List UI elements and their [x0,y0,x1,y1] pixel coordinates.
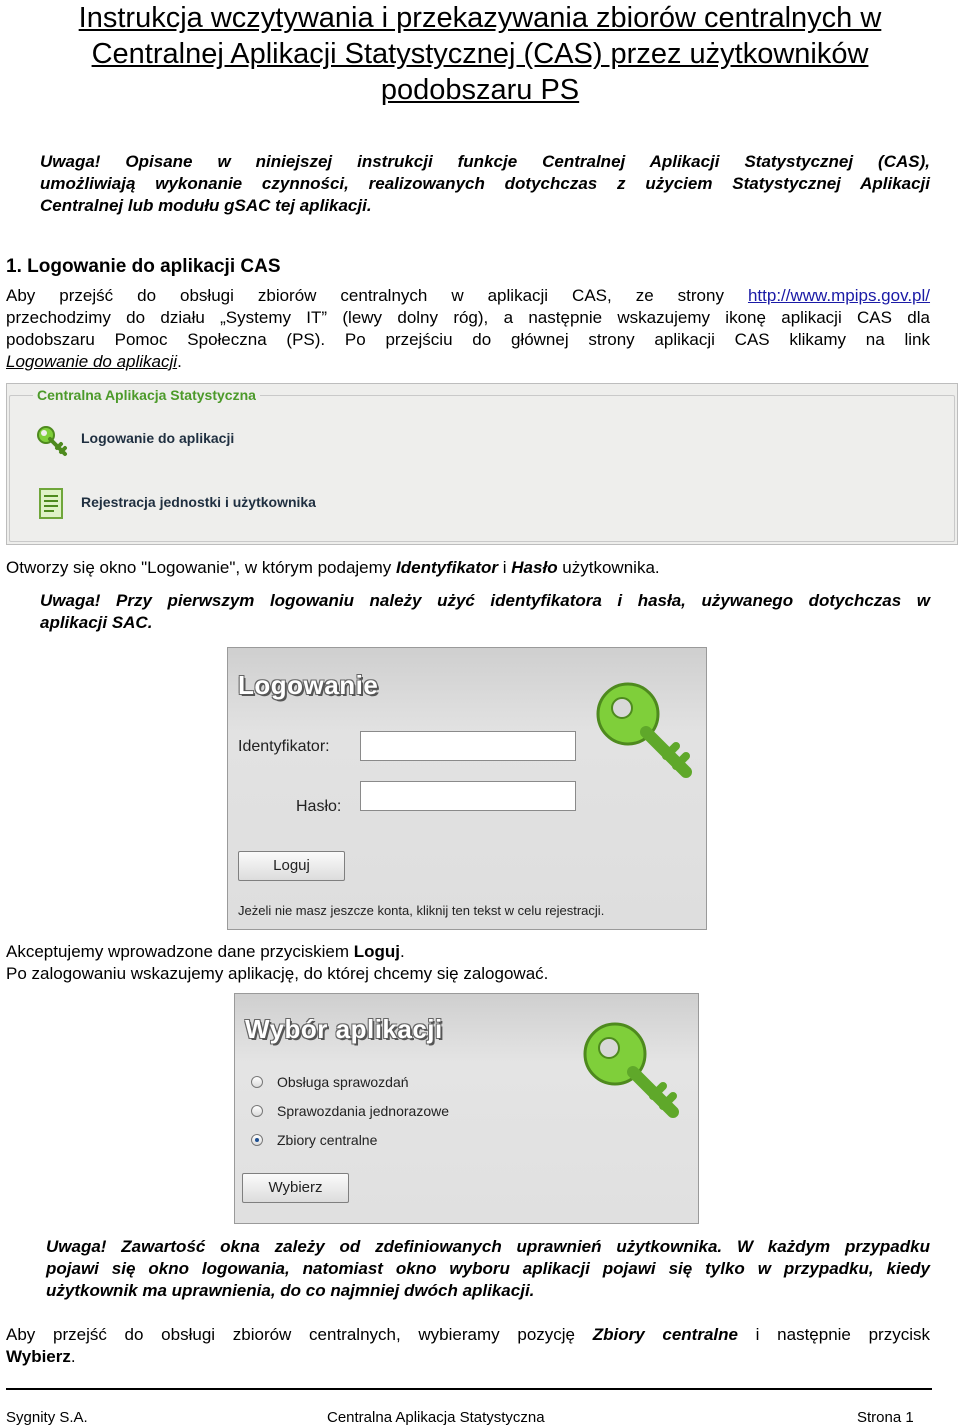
radio-zbiory[interactable] [251,1134,263,1146]
warning-line-2: aplikacji SAC. [40,613,153,632]
login-window-text-c: użytkownika. [557,558,660,577]
intro-line-3: podobszaru Pomoc Społeczna (PS). Po przejściu do głównej strony aplikacji CAS klikamy na link [6,330,930,349]
app-choice-dialog [234,993,699,1224]
final-line-2 [6,1346,930,1368]
note2-line-3: użytkownik ma uprawnienia, do co najmniej dwóch aplikacji. [46,1281,535,1300]
key-icon [35,424,69,458]
final-para [6,1324,930,1368]
identyfikator-label: Identyfikator: [238,738,330,755]
identyfikator-input[interactable] [360,731,576,761]
cas-login-link[interactable]: Logowanie do aplikacji [81,430,235,446]
accept-para [6,941,548,985]
login-dialog [227,647,707,930]
final-text-a: Aby przejść do obsługi zbiorów centralnych, wybieramy pozycję [6,1325,593,1344]
intro-line-1 [6,285,930,307]
identyfikator-emph: Identyfikator [396,558,499,577]
mpips-link[interactable]: http://www.mpips.gov.pl/ [747,286,931,305]
footer-divider [6,1388,932,1390]
radio-jednorazowe[interactable] [251,1105,263,1117]
intro-line-4-end: . [177,352,182,371]
intro-note [40,151,930,217]
permissions-note [46,1236,930,1302]
intro-line-4 [6,351,930,373]
wybierz-button[interactable]: Wybierz [242,1173,349,1203]
document-title [0,0,960,108]
cas-home-legend: Centralna Aplikacja Statystyczna [33,387,260,403]
login-window-text-b: i [498,558,512,577]
haslo-input[interactable] [360,781,576,811]
note-line-3: Centralnej lub modułu gSAC tej aplikacji. [40,196,372,215]
login-link-ref: Logowanie do aplikacji [6,352,178,371]
intro-paragraph [6,285,930,373]
note2-line-1: Uwaga! Zawartość okna zależy od zdefiniowanych uprawnień użytkownika. W każdym przypadku [46,1237,930,1256]
zbiory-emph: Zbiory centralne [592,1325,738,1344]
footer-company: Sygnity S.A. [6,1409,88,1426]
haslo-emph: Hasło [511,558,558,577]
login-window-text-a: Otworzy się okno "Logowanie", w którym podajemy [6,558,397,577]
title-line-2: Centralnej Aplikacji Statystycznej (CAS) przez użytkowników [91,38,869,70]
haslo-label: Hasło: [296,798,342,815]
footer-page: Strona 1 [857,1409,914,1426]
note-line-2: umożliwiają wykonanie czynności, realizowanych dotychczas z użyciem Statystycznej Aplikacji [40,174,930,193]
loguj-button[interactable]: Loguj [238,851,345,881]
option-obsluga-label: Obsługa sprawozdań [277,1074,409,1090]
key-icon [588,674,698,784]
key-icon [575,1014,685,1124]
final-line-1 [6,1324,930,1346]
intro-line-2: przechodzimy do działu „Systemy IT” (lewy dolny róg), a następnie wskazujemy ikonę aplikacji CAS dla [6,308,930,327]
loguj-emph: Loguj [353,942,400,961]
final-text-b: i następnie przycisk [737,1325,930,1344]
option-zbiory-label: Zbiory centralne [277,1132,378,1148]
after-login-line: Po zalogowaniu wskazujemy aplikację, do której chcemy się zalogować. [6,964,549,983]
register-hint-link[interactable]: Jeżeli nie masz jeszcze konta, kliknij ten tekst w celu rejestracji. [238,903,605,918]
section-heading: 1. Logowanie do aplikacji CAS [6,256,281,277]
first-login-warning [40,590,930,634]
app-choice-title: Wybór aplikacji [245,1014,443,1044]
option-jednorazowe-label: Sprawozdania jednorazowe [277,1103,449,1119]
login-dialog-title: Logowanie [238,670,379,700]
accept-end: . [399,942,405,961]
note2-line-2: pojawi się okno logowania, natomiast okno wyboru aplikacji pojawi się tylko w przypadku, kiedy [46,1259,930,1278]
accept-text: Akceptujemy wprowadzone dane przyciskiem [6,942,354,961]
radio-obsluga[interactable] [251,1076,263,1088]
intro-line-1-text: Aby przejść do obsługi zbiorów centralnych w aplikacji CAS, ze strony [6,286,724,305]
form-icon [39,488,65,520]
note-line-1: Uwaga! Opisane w niniejszej instrukcji funkcje Centralnej Aplikacji Statystycznej (CAS), [40,152,930,171]
login-window-para [6,557,660,579]
title-line-1: Instrukcja wczytywania i przekazywania zbiorów centralnych w [78,2,882,34]
title-line-3: podobszaru PS [380,74,580,106]
cas-register-link[interactable]: Rejestracja jednostki i użytkownika [81,494,316,510]
wybierz-emph: Wybierz [6,1347,71,1366]
cas-home-frame [9,395,955,542]
final-end: . [70,1347,76,1366]
cas-home-screenshot [6,383,958,545]
accept-line [6,941,548,963]
warning-line-1: Uwaga! Przy pierwszym logowaniu należy użyć identyfikatora i hasła, używanego dotychczas w [40,591,930,610]
footer-center: Centralna Aplikacja Statystyczna [327,1409,545,1426]
